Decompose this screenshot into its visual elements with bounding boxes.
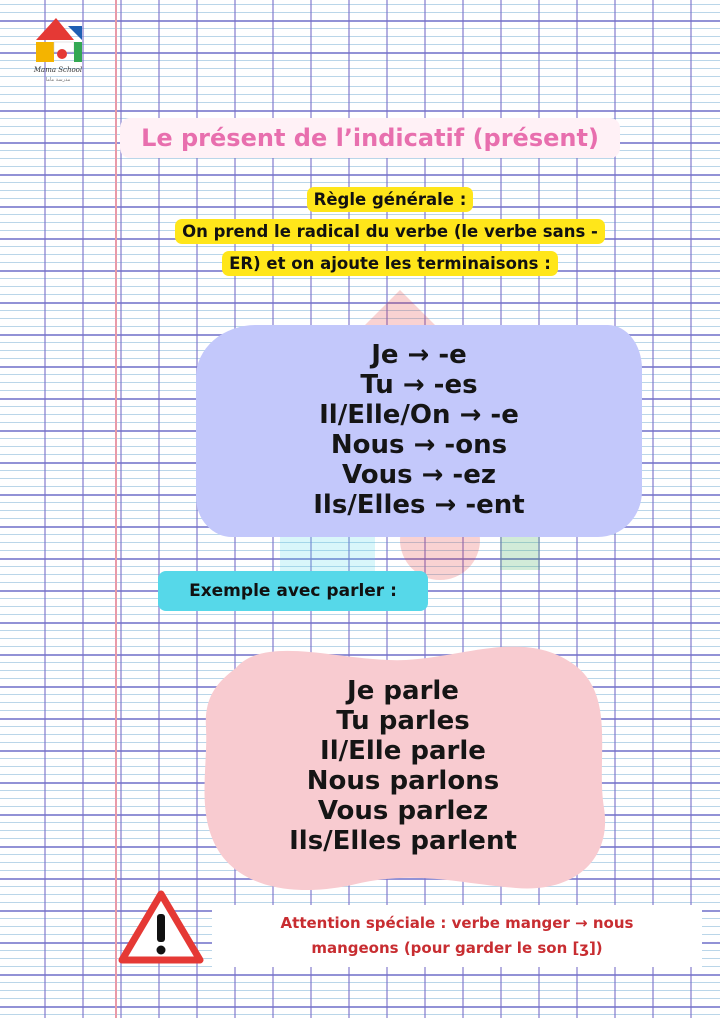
page-title: Le présent de l’indicatif (présent) xyxy=(120,118,620,158)
endings-list xyxy=(196,340,642,520)
rule-heading: Règle générale : xyxy=(307,187,474,212)
ending-ils-elles: Ils/Elles → -ent xyxy=(313,490,525,520)
logo-subtitle: مدرسة ماما xyxy=(45,77,71,83)
ending-je: Je → -e xyxy=(371,340,467,370)
ending-il-elle-on: Il/Elle/On → -e xyxy=(319,400,519,430)
general-rule xyxy=(130,184,650,280)
rule-line-1: On prend le radical du verbe (le verbe sans - xyxy=(175,219,605,244)
ending-vous: Vous → -ez xyxy=(342,460,496,490)
example-il-elle: Il/Elle parle xyxy=(320,736,486,766)
rule-line-2: ER) et on ajoute les terminaisons : xyxy=(222,251,558,276)
example-nous: Nous parlons xyxy=(306,766,500,796)
ending-nous: Nous → -ons xyxy=(330,430,508,460)
example-ils-elles: Ils/Elles parlent xyxy=(289,826,517,856)
example-tu: Tu parles xyxy=(336,706,470,736)
warning-line-1: Attention spéciale : verbe manger → nous xyxy=(280,914,634,932)
logo-name: Mama School xyxy=(33,66,83,74)
example-label: Exemple avec parler : xyxy=(158,571,428,611)
example-conjugation-list xyxy=(196,676,610,856)
special-warning xyxy=(212,905,702,967)
warning-line-2: mangeons (pour garder le son [ʒ]) xyxy=(311,939,603,957)
ending-tu: Tu → -es xyxy=(360,370,478,400)
example-vous: Vous parlez xyxy=(317,796,489,826)
example-je: Je parle xyxy=(347,676,459,706)
warning-triangle-icon xyxy=(116,888,206,968)
